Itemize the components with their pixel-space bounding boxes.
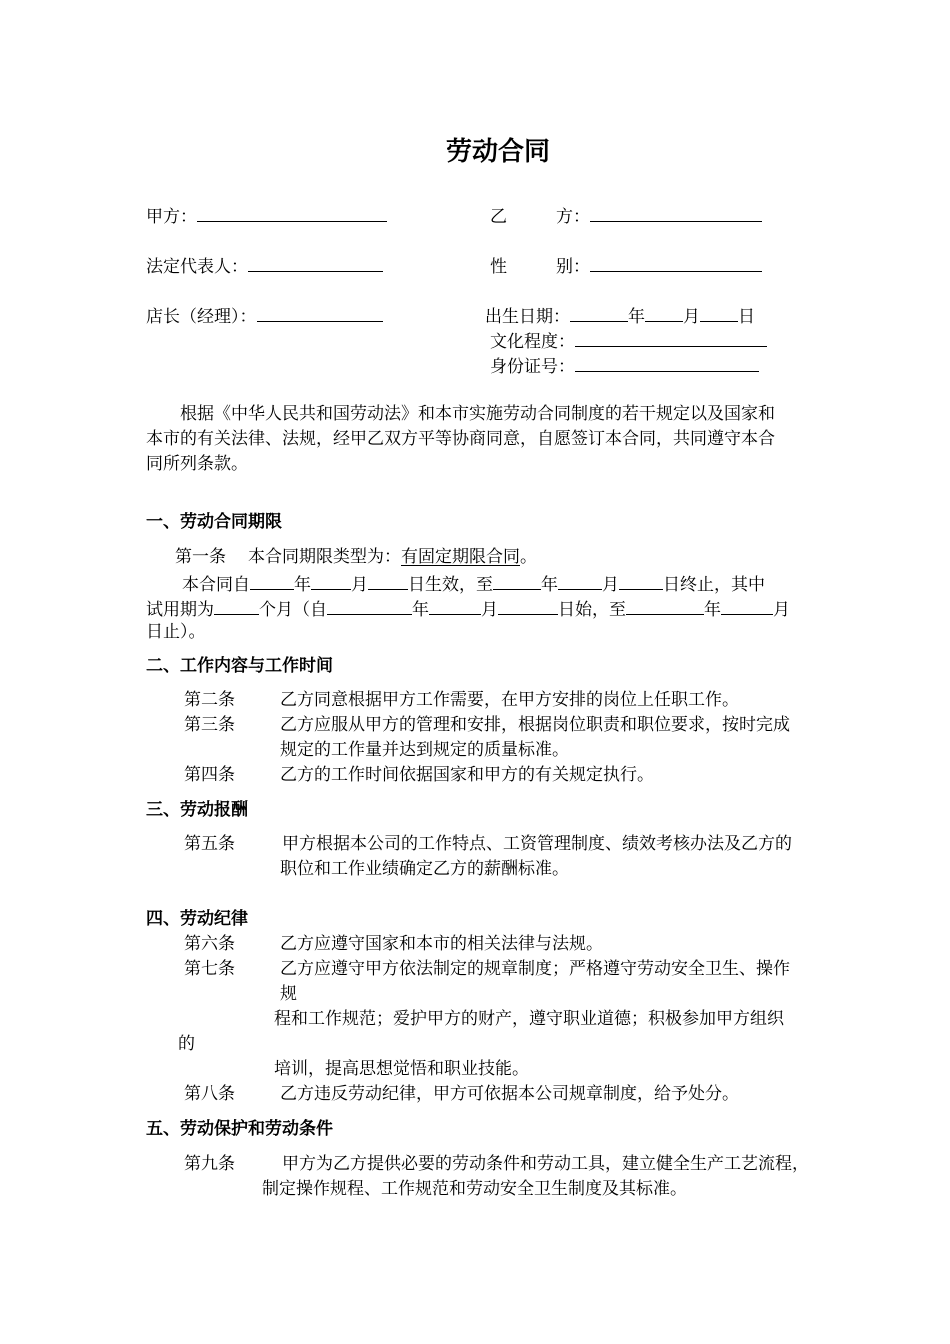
section-3-heading: 三、劳动报酬 [146, 800, 248, 820]
manager-field [146, 302, 383, 329]
id-number-blank[interactable] [575, 352, 759, 372]
birth-date-field [485, 302, 755, 329]
start-month-blank[interactable] [311, 570, 351, 590]
article-7-line-3: 程和工作规范；爱护甲方的财产，遵守职业道德；积极参加甲方组织 [274, 1009, 784, 1029]
start-day-blank[interactable] [368, 570, 408, 590]
article-1 [175, 545, 537, 569]
probation-end-month-blank[interactable] [721, 595, 773, 615]
article-5-label: 第五条 [184, 834, 235, 854]
birth-month-label: 月 [683, 307, 700, 327]
article-5-line-1: 甲方根据本公司的工作特点、工资管理制度、绩效考核办法及乙方的 [282, 834, 792, 854]
party-b-blank[interactable] [590, 202, 762, 222]
article-6-text: 乙方应遵守国家和本市的相关法律与法规。 [280, 934, 603, 954]
article-3-line-1: 乙方应服从甲方的管理和安排，根据岗位职责和职位要求，按时完成 [280, 715, 790, 735]
article-1-end: 。 [520, 547, 537, 567]
article-1-label: 第一条 [175, 547, 226, 567]
party-b-label-1: 乙 [490, 207, 507, 227]
intro-line-2: 本市的有关法律、法规，经甲乙双方平等协商同意，自愿签订本合同，共同遵守本合 [146, 429, 775, 449]
party-b-field [490, 202, 762, 229]
probation-day-start: 日始，至 [558, 600, 626, 620]
term-end-day: 日终止，其中 [663, 575, 765, 595]
contract-type-value[interactable]: 有固定期限合同 [401, 547, 520, 567]
party-a-blank[interactable] [197, 202, 387, 222]
term-month-2: 月 [602, 575, 619, 595]
section-4-heading: 四、劳动纪律 [146, 909, 248, 929]
article-9-label: 第九条 [184, 1154, 235, 1174]
intro-line-1: 根据《中华人民共和国劳动法》和本市实施劳动合同制度的若干规定以及国家和 [180, 404, 775, 424]
page-title: 劳动合同 [446, 137, 551, 167]
probation-start-year-blank[interactable] [327, 595, 412, 615]
probation-start-day-blank[interactable] [498, 595, 558, 615]
gender-blank[interactable] [590, 252, 762, 272]
probation-text: 试用期为 [146, 600, 214, 620]
section-1-heading: 一、劳动合同期限 [146, 512, 282, 532]
birth-date-label: 出生日期： [485, 307, 570, 327]
term-year-4: 年 [704, 600, 721, 620]
article-3-label: 第三条 [184, 715, 235, 735]
article-3-line-2: 规定的工作量并达到规定的质量标准。 [280, 740, 569, 760]
article-7-line-4: 的 [178, 1034, 195, 1054]
probation-start-month-blank[interactable] [429, 595, 481, 615]
article-6-label: 第六条 [184, 934, 235, 954]
section-2-heading: 二、工作内容与工作时间 [146, 656, 333, 676]
legal-rep-field [146, 252, 383, 279]
article-7-line-2: 规 [280, 984, 297, 1004]
id-number-label: 身份证号： [490, 357, 575, 377]
party-b-label-2: 方： [556, 207, 590, 227]
gender-field [490, 252, 762, 279]
birth-day-blank[interactable] [700, 302, 738, 322]
term-line-2 [146, 595, 790, 622]
article-7-line-1: 乙方应遵守甲方依法制定的规章制度；严格遵守劳动安全卫生、操作 [280, 959, 790, 979]
article-9-line-2: 制定操作规程、工作规范和劳动安全卫生制度及其标准。 [262, 1179, 687, 1199]
term-month-4: 月 [773, 600, 790, 620]
article-8-text: 乙方违反劳动纪律，甲方可依据本公司规章制度，给予处分。 [280, 1084, 739, 1104]
start-year-blank[interactable] [250, 570, 294, 590]
term-line-1 [182, 570, 765, 597]
birth-year-label: 年 [628, 307, 645, 327]
term-year-2: 年 [541, 575, 558, 595]
article-8-label: 第八条 [184, 1084, 235, 1104]
education-label: 文化程度： [490, 332, 575, 352]
article-4-text: 乙方的工作时间依据国家和甲方的有关规定执行。 [280, 765, 654, 785]
article-2-text: 乙方同意根据甲方工作需要，在甲方安排的岗位上任职工作。 [280, 690, 739, 710]
term-month-3: 月 [481, 600, 498, 620]
probation-months-blank[interactable] [214, 595, 259, 615]
birth-day-label: 日 [738, 307, 755, 327]
intro-line-3: 同所列条款。 [146, 454, 248, 474]
term-month-1: 月 [351, 575, 368, 595]
article-7-label: 第七条 [184, 959, 235, 979]
end-month-blank[interactable] [558, 570, 602, 590]
party-a-label: 甲方： [146, 207, 197, 227]
manager-blank[interactable] [257, 302, 383, 322]
education-field [490, 327, 767, 354]
id-number-field [490, 352, 759, 379]
birth-year-blank[interactable] [570, 302, 628, 322]
education-blank[interactable] [575, 327, 767, 347]
term-year-3: 年 [412, 600, 429, 620]
probation-end-year-blank[interactable] [626, 595, 704, 615]
term-year-1: 年 [294, 575, 311, 595]
article-9-line-1: 甲方为乙方提供必要的劳动条件和劳动工具，建立健全生产工艺流程， [282, 1154, 809, 1174]
gender-label-1: 性 [490, 257, 507, 277]
term-effective: 日生效，至 [408, 575, 493, 595]
article-4-label: 第四条 [184, 765, 235, 785]
birth-month-blank[interactable] [645, 302, 683, 322]
section-5-heading: 五、劳动保护和劳动条件 [146, 1119, 333, 1139]
end-day-blank[interactable] [619, 570, 663, 590]
term-start-text: 本合同自 [182, 575, 250, 595]
article-2-label: 第二条 [184, 690, 235, 710]
legal-rep-blank[interactable] [248, 252, 383, 272]
legal-rep-label: 法定代表人： [146, 257, 248, 277]
article-7-line-5: 培训，提高思想觉悟和职业技能。 [274, 1059, 529, 1079]
term-line-3: 日止）。 [146, 622, 206, 642]
article-5-line-2: 职位和工作业绩确定乙方的薪酬标准。 [280, 859, 569, 879]
probation-months-text: 个月（自 [259, 600, 327, 620]
party-a-field [146, 202, 387, 229]
gender-label-2: 别： [556, 257, 590, 277]
manager-label: 店长（经理）： [146, 307, 257, 327]
article-1-prefix: 本合同期限类型为： [248, 547, 401, 567]
end-year-blank[interactable] [493, 570, 541, 590]
